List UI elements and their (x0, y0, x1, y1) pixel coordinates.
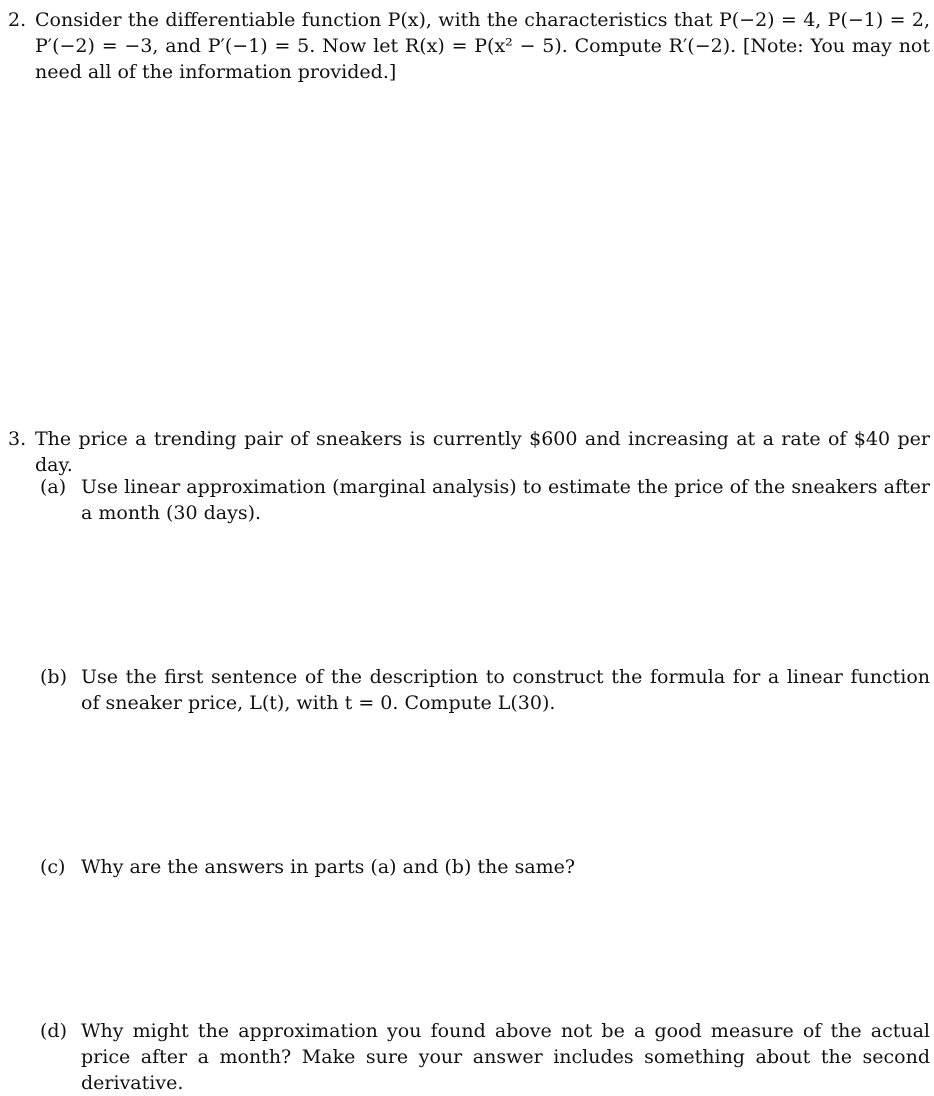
part-text: Use the first sentence of the description to construct the formula for a linear function of sneaker price, L(t), with t = 0. Compute L(30). (81, 666, 930, 714)
part-c (40, 854, 930, 880)
problem-text: The price a trending pair of sneakers is currently $600 and increasing at a rate of $40 per day. (35, 428, 930, 476)
part-text: Why are the answers in parts (a) and (b) the same? (81, 856, 576, 878)
part-text: Why might the approximation you found above not be a good measure of the actual price after a month? Make sure your answer includes something about the second derivative. (81, 1020, 930, 1094)
part-label: (d) (40, 1020, 67, 1042)
part-label: (a) (40, 476, 67, 498)
problem-text: Consider the differentiable function P(x), with the characteristics that P(−2) = 4, P(−1) = 2, P′(−2) = −3, and P′(−1) = 5. Now let R(x) = P(x² − 5). Compute R′(−2). [Note: You may not need all of the information provided.] (35, 9, 930, 83)
part-label: (b) (40, 666, 67, 688)
part-text: Use linear approximation (marginal analysis) to estimate the price of the sneakers after a month (30 days). (81, 476, 930, 524)
part-d (40, 1018, 930, 1096)
part-b (40, 664, 930, 716)
problem-number: 2. (8, 9, 27, 31)
problem-number: 3. (8, 428, 27, 450)
problem-3 (0, 426, 930, 478)
part-label: (c) (40, 856, 66, 878)
part-a (40, 474, 930, 526)
problem-2 (0, 7, 930, 85)
